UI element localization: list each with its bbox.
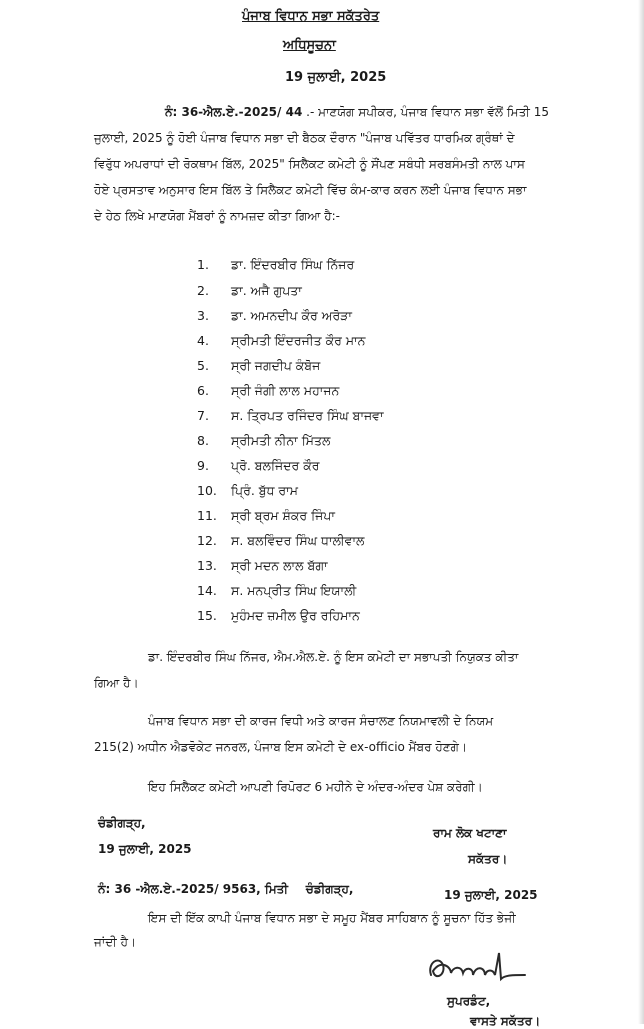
chairman-line-1: ਡਾ. ਇੰਦਰਬੀਰ ਸਿੰਘ ਨਿੱਜਰ, ਐਮ.ਐਲ.ਏ. ਨੂੰ ਇਸ ਕਮੇਟੀ ਦਾ ਸਭਾਪਤੀ ਨਿਯੁਕਤ ਕੀਤਾ bbox=[148, 650, 519, 664]
member-number: 9. bbox=[197, 458, 209, 473]
notification-date: 19 ਜੁਲਾਈ, 2025 bbox=[285, 70, 387, 85]
list-item bbox=[197, 583, 356, 599]
member-name: ਸ. ਤ੍ਰਿਪਤ ਰਜਿੰਦਰ ਸਿੰਘ ਬਾਜਵਾ bbox=[231, 408, 384, 423]
member-number: 14. bbox=[197, 583, 217, 598]
list-item bbox=[197, 283, 302, 299]
copy-ref-line bbox=[98, 882, 353, 897]
member-name: ਸ. ਬਲਵਿੰਦਰ ਸਿੰਘ ਧਾਲੀਵਾਲ bbox=[231, 533, 365, 548]
member-name: ਸ੍ਰੀਮਤੀ ਨੀਨਾ ਮਿੱਤਲ bbox=[231, 433, 331, 448]
footer-place: ਚੰਡੀਗੜ੍ਹ, bbox=[98, 816, 146, 830]
member-number: 4. bbox=[197, 333, 209, 348]
list-item bbox=[197, 383, 339, 399]
member-number: 8. bbox=[197, 433, 209, 448]
intro-line-4: ਹੋਏ ਪ੍ਰਸਤਾਵ ਅਨੁਸਾਰ ਇਸ ਬਿੱਲ ਤੇ ਸਿਲੈਕਟ ਕਮੇਟੀ ਵਿੱਚ ਕੰਮ-ਕਾਰ ਕਰਨ ਲਈ ਪੰਜਾਬ ਵਿਧਾਨ ਸਭਾ bbox=[94, 183, 527, 197]
member-number: 1. bbox=[197, 257, 209, 272]
rules-line-2: 215(2) ਅਧੀਨ ਐਡਵੋਕੇਟ ਜਨਰਲ, ਪੰਜਾਬ ਇਸ ਕਮੇਟੀ ਦੇ ex-officio ਮੈਂਬਰ ਹੋਣਗੇ। bbox=[94, 740, 467, 754]
page-edge-shadow bbox=[638, 0, 644, 1024]
list-item bbox=[197, 458, 319, 474]
member-number: 6. bbox=[197, 383, 209, 398]
list-item bbox=[197, 333, 365, 349]
intro-line-5: ਦੇ ਹੇਠ ਲਿਖੇ ਮਾਣਯੋਗ ਮੈਂਬਰਾਂ ਨੂੰ ਨਾਮਜ਼ਦ ਕੀਤਾ ਗਿਆ ਹੈ:- bbox=[94, 209, 340, 223]
member-number: 3. bbox=[197, 308, 209, 323]
signoff-subtitle: ਵਾਸਤੇ ਸਕੱਤਰ। bbox=[470, 1014, 541, 1028]
copy-date: 19 ਜੁਲਾਈ, 2025 bbox=[444, 888, 538, 902]
report-sentence: ਇਹ ਸਿਲੈਕਟ ਕਮੇਟੀ ਆਪਣੀ ਰਿਪੋਰਟ 6 ਮਹੀਨੇ ਦੇ ਅੰਦਰ-ਅੰਦਰ ਪੇਸ਼ ਕਰੇਗੀ। bbox=[148, 780, 483, 794]
member-name: ਸ੍ਰੀ ਬ੍ਰਮ ਸ਼ੰਕਰ ਜਿੰਪਾ bbox=[231, 508, 335, 523]
member-name: ਸ੍ਰੀ ਜੰਗੀ ਲਾਲ ਮਹਾਜਨ bbox=[231, 383, 340, 398]
copy-ref: ਨੰ: 36 -ਐਲ.ਏ.-2025/ 9563, ਮਿਤੀ bbox=[98, 882, 288, 896]
member-name: ਸ੍ਰੀਮਤੀ ਇੰਦਰਜੀਤ ਕੌਰ ਮਾਨ bbox=[231, 333, 366, 348]
intro-text-1: .- ਮਾਣਯੋਗ ਸਪੀਕਰ, ਪੰਜਾਬ ਵਿਧਾਨ ਸਭਾ ਵੱਲੋਂ ਮਿਤੀ 15 bbox=[306, 105, 549, 119]
list-item bbox=[197, 558, 328, 574]
list-item bbox=[197, 483, 298, 499]
copy-line-1: ਇਸ ਦੀ ਇੱਕ ਕਾਪੀ ਪੰਜਾਬ ਵਿਧਾਨ ਸਭਾ ਦੇ ਸਮੂਹ ਮੈਂਬਰ ਸਾਹਿਬਾਨ ਨੂੰ ਸੂਚਨਾ ਹਿੱਤ ਭੇਜੀ bbox=[148, 911, 516, 925]
list-item bbox=[197, 358, 320, 374]
member-name: ਡਾ. ਅਜੈ ਗੁਪਤਾ bbox=[231, 283, 302, 298]
copy-line-2: ਜਾਂਦੀ ਹੈ। bbox=[94, 935, 137, 949]
member-number: 11. bbox=[197, 508, 217, 523]
notification-title: ਅਧਿਸੂਚਨਾ bbox=[283, 38, 336, 53]
member-name: ਸ. ਮਨਪ੍ਰੀਤ ਸਿੰਘ ਇਯਾਲੀ bbox=[231, 583, 357, 598]
member-name: ਡਾ. ਅਮਨਦੀਪ ਕੌਰ ਅਰੋੜਾ bbox=[231, 308, 352, 323]
signoff-title: ਸੁਪਰਡੰਟ, bbox=[447, 994, 491, 1008]
secretary-name: ਰਾਮ ਲੋਕ ਖਟਾਣਾ bbox=[433, 826, 507, 840]
member-number: 10. bbox=[197, 483, 217, 498]
member-number: 12. bbox=[197, 533, 217, 548]
member-name: ਪ੍ਰਿੰ. ਬੁੱਧ ਰਾਮ bbox=[231, 483, 298, 498]
member-number: 13. bbox=[197, 558, 217, 573]
member-name: ਮੁਹੰਮਦ ਜ਼ਮੀਲ ਉਰ ਰਹਿਮਾਨ bbox=[231, 608, 360, 623]
list-item bbox=[197, 308, 352, 324]
list-item bbox=[197, 408, 384, 424]
signature-scribble bbox=[421, 945, 531, 993]
member-number: 5. bbox=[197, 358, 209, 373]
intro-line-1 bbox=[165, 105, 549, 120]
office-heading: ਪੰਜਾਬ ਵਿਧਾਨ ਸਭਾ ਸਕੱਤਰੇਤ bbox=[242, 9, 380, 24]
list-item bbox=[197, 608, 360, 624]
footer-date: 19 ਜੁਲਾਈ, 2025 bbox=[98, 842, 192, 856]
list-item bbox=[197, 508, 335, 524]
intro-line-2: ਜੁਲਾਈ, 2025 ਨੂੰ ਹੋਈ ਪੰਜਾਬ ਵਿਧਾਨ ਸਭਾ ਦੀ ਬੈਠਕ ਦੌਰਾਨ "ਪੰਜਾਬ ਪਵਿੱਤਰ ਧਾਰਮਿਕ ਗ੍ਰੰਥਾਂ ਦੇ bbox=[94, 131, 515, 145]
intro-line-3: ਵਿਰੁੱਧ ਅਪਰਾਧਾਂ ਦੀ ਰੋਕਥਾਮ ਬਿੱਲ, 2025" ਸਿਲੈਕਟ ਕਮੇਟੀ ਨੂੰ ਸੌਂਪਣ ਸਬੰਧੀ ਸਰਬਸੰਮਤੀ ਨਾਲ ਪਾਸ bbox=[94, 157, 525, 171]
notification-ref: ਨੰ: 36-ਐਲ.ਏ.-2025/ 44 bbox=[165, 105, 303, 119]
member-number: 7. bbox=[197, 408, 209, 423]
list-item bbox=[197, 533, 365, 549]
list-item bbox=[197, 433, 330, 449]
member-name: ਸ੍ਰੀ ਜਗਦੀਪ ਕੰਬੋਜ bbox=[231, 358, 321, 373]
member-number: 2. bbox=[197, 283, 209, 298]
member-number: 15. bbox=[197, 608, 217, 623]
secretary-title: ਸਕੱਤਰ। bbox=[468, 852, 508, 866]
member-name: ਪ੍ਰੋ. ਬਲਜਿੰਦਰ ਕੌਰ bbox=[231, 458, 320, 473]
list-item bbox=[197, 257, 354, 273]
copy-place: ਚੰਡੀਗੜ੍ਹ, bbox=[305, 882, 354, 896]
member-name: ਸ੍ਰੀ ਮਦਨ ਲਾਲ ਬੱਗਾ bbox=[231, 558, 328, 573]
member-name: ਡਾ. ਇੰਦਰਬੀਰ ਸਿੰਘ ਨਿੱਜਰ bbox=[231, 257, 355, 272]
chairman-line-2: ਗਿਆ ਹੈ। bbox=[94, 676, 139, 690]
rules-line-1: ਪੰਜਾਬ ਵਿਧਾਨ ਸਭਾ ਦੀ ਕਾਰਜ ਵਿਧੀ ਅਤੇ ਕਾਰਜ ਸੰਚਾਲਣ ਨਿਯਮਾਵਲੀ ਦੇ ਨਿਯਮ bbox=[148, 714, 494, 728]
